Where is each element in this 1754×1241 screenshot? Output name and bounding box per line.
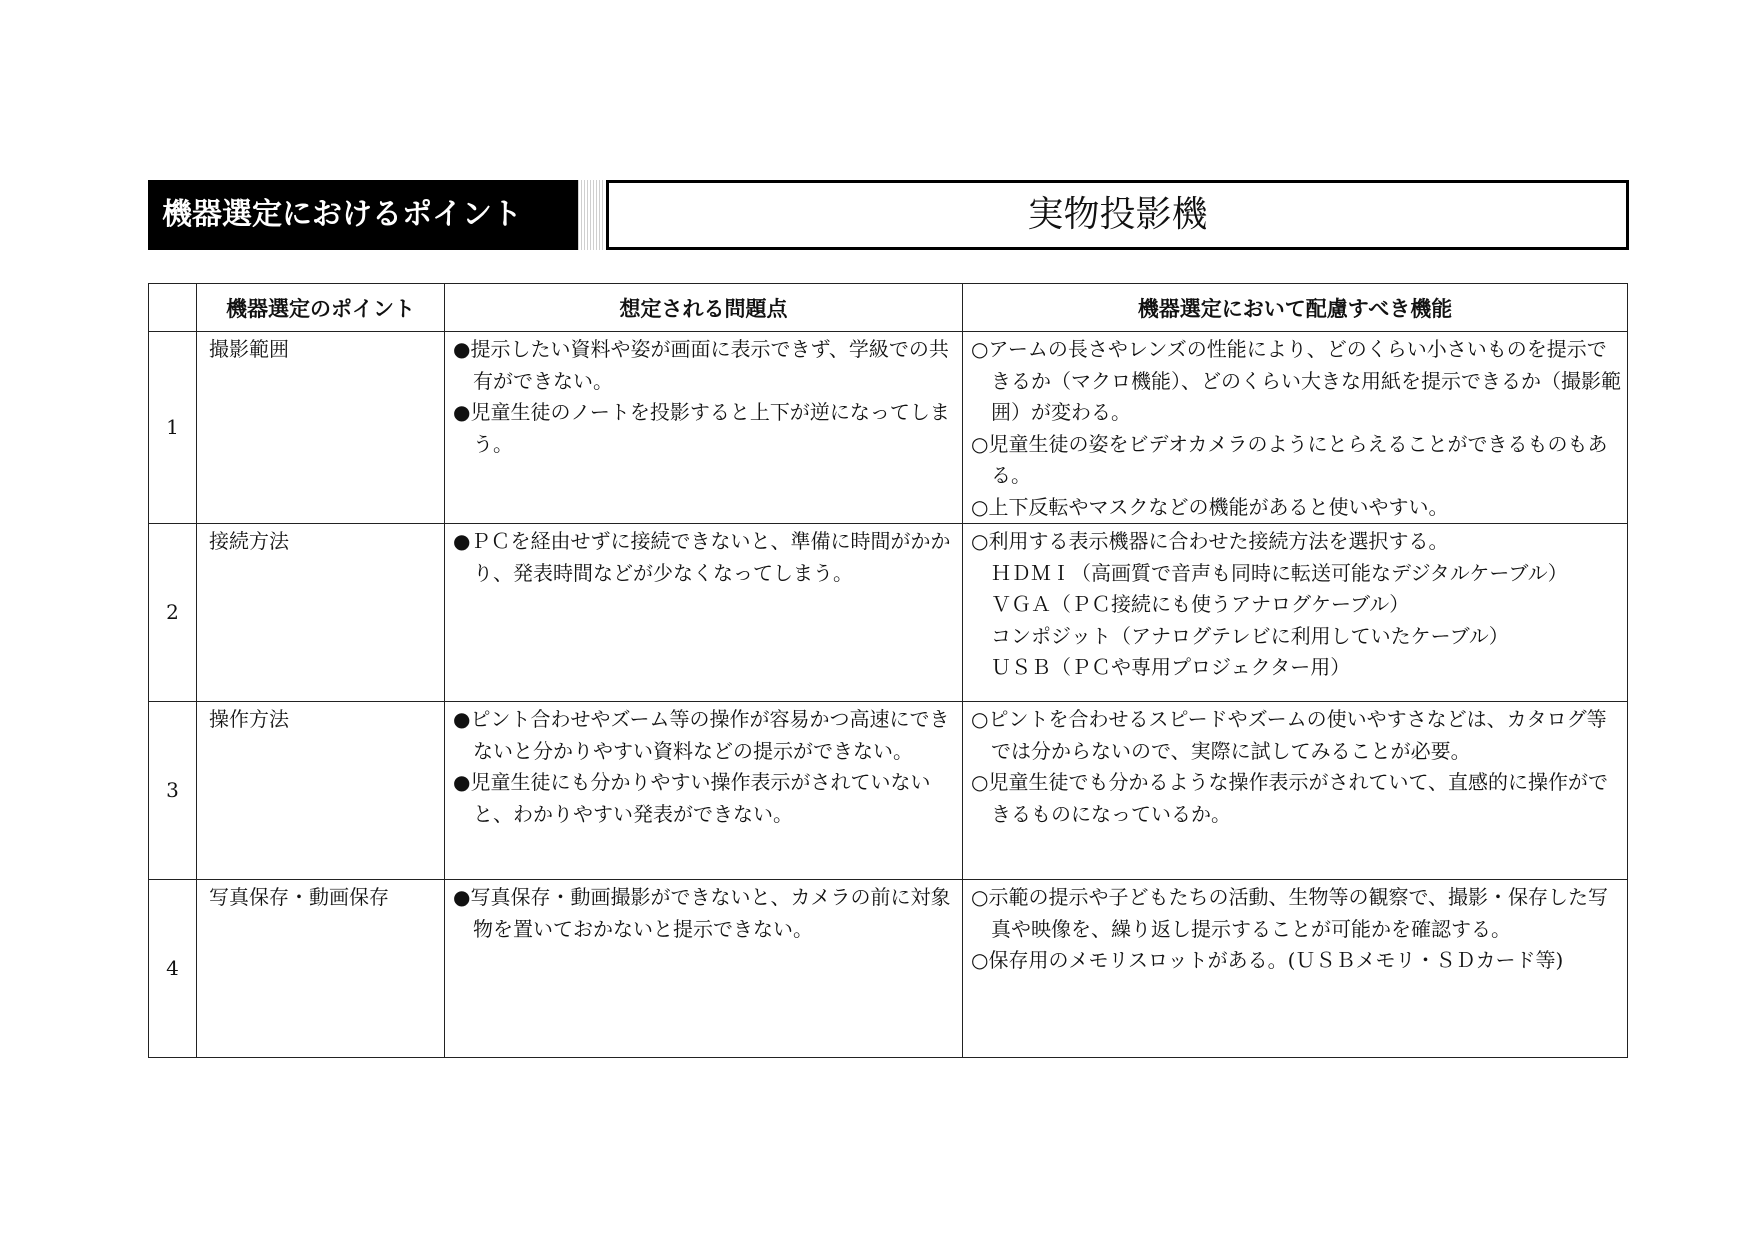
row-functions [963, 332, 1628, 524]
table-header-row [149, 284, 1628, 332]
header-point: 機器選定のポイント [197, 284, 445, 332]
header-problems: 想定される問題点 [445, 284, 963, 332]
header-number [149, 284, 197, 332]
row-problems [445, 524, 963, 702]
function-item: ○児童生徒の姿をビデオカメラのようにとらえることができるものもある。 [971, 431, 1608, 487]
function-item: ○示範の提示や子どもたちの活動、生物等の観察で、撮影・保存した写真や映像を、繰り返し提示することが可能かを確認する。 [971, 885, 1609, 941]
row-number: 3 [149, 702, 197, 880]
row-problems [445, 332, 963, 524]
table-row [149, 702, 1628, 880]
problem-item: ●ピント合わせやズーム等の操作が容易かつ高速にできないと分かりやすい資料などの提示ができない。 [453, 707, 950, 763]
row-point: 接続方法 [197, 524, 445, 702]
function-sub-item: コンポジット（アナログテレビに利用していたケーブル） [991, 623, 1509, 648]
table-row [149, 524, 1628, 702]
row-number: 4 [149, 880, 197, 1058]
function-item: ○上下反転やマスクなどの機能があると使いやすい。 [971, 494, 1449, 519]
function-sub-item: ＵＳＢ（ＰＣや専用プロジェクター用） [991, 655, 1351, 679]
problem-item: ●児童生徒にも分かりやすい操作表示がされていないと、わかりやすい発表ができない。 [453, 770, 931, 826]
row-point: 操作方法 [197, 702, 445, 880]
row-functions [963, 524, 1628, 702]
row-functions [963, 880, 1628, 1058]
page-title: 実物投影機 [606, 180, 1629, 250]
row-number: 2 [149, 524, 197, 702]
problem-item: ●児童生徒のノートを投影すると上下が逆になってしまう。 [453, 400, 950, 456]
row-problems [445, 880, 963, 1058]
problem-item: ●写真保存・動画撮影ができないと、カメラの前に対象物を置いておかないと提示できない。 [453, 885, 951, 941]
row-number: 1 [149, 332, 197, 524]
header-functions: 機器選定において配慮すべき機能 [963, 284, 1628, 332]
problem-item: ●ＰＣを経由せずに接続できないと、準備に時間がかかり、発表時間などが少なくなってしまう。 [453, 529, 951, 585]
row-problems [445, 702, 963, 880]
row-point: 撮影範囲 [197, 332, 445, 524]
function-item: ○ピントを合わせるスピードやズームの使いやすさなどは、カタログ等では分からないので、実際に試してみることが必要。 [971, 707, 1607, 763]
table-row [149, 332, 1628, 524]
table-row [149, 880, 1628, 1058]
function-item: ○アームの長さやレンズの性能により、どのくらい小さいものを提示できるか（マクロ機能）、どのくらい大きな用紙を提示できるか（撮影範囲）が変わる。 [971, 337, 1621, 424]
problem-item: ●提示したい資料や姿が画面に表示できず、学級での共有ができない。 [453, 337, 949, 393]
function-sub-item: ＶＧＡ（ＰＣ接続にも使うアナログケーブル） [991, 592, 1410, 616]
section-label: 機器選定におけるポイント [148, 180, 578, 250]
selection-points-table [148, 283, 1628, 1058]
function-item: ○児童生徒でも分かるような操作表示がされていて、直感的に操作ができるものになっているか。 [971, 770, 1609, 826]
function-item: ○利用する表示機器に合わせた接続方法を選択する。 [971, 529, 1449, 553]
row-point: 写真保存・動画保存 [197, 880, 445, 1058]
function-sub-item: ＨＤＭＩ（高画質で音声も同時に転送可能なデジタルケーブル） [991, 560, 1568, 585]
row-functions [963, 702, 1628, 880]
function-item: ○保存用のメモリスロットがある。(ＵＳＢメモリ・ＳＤカード等) [971, 948, 1564, 972]
banner-divider [578, 180, 604, 250]
